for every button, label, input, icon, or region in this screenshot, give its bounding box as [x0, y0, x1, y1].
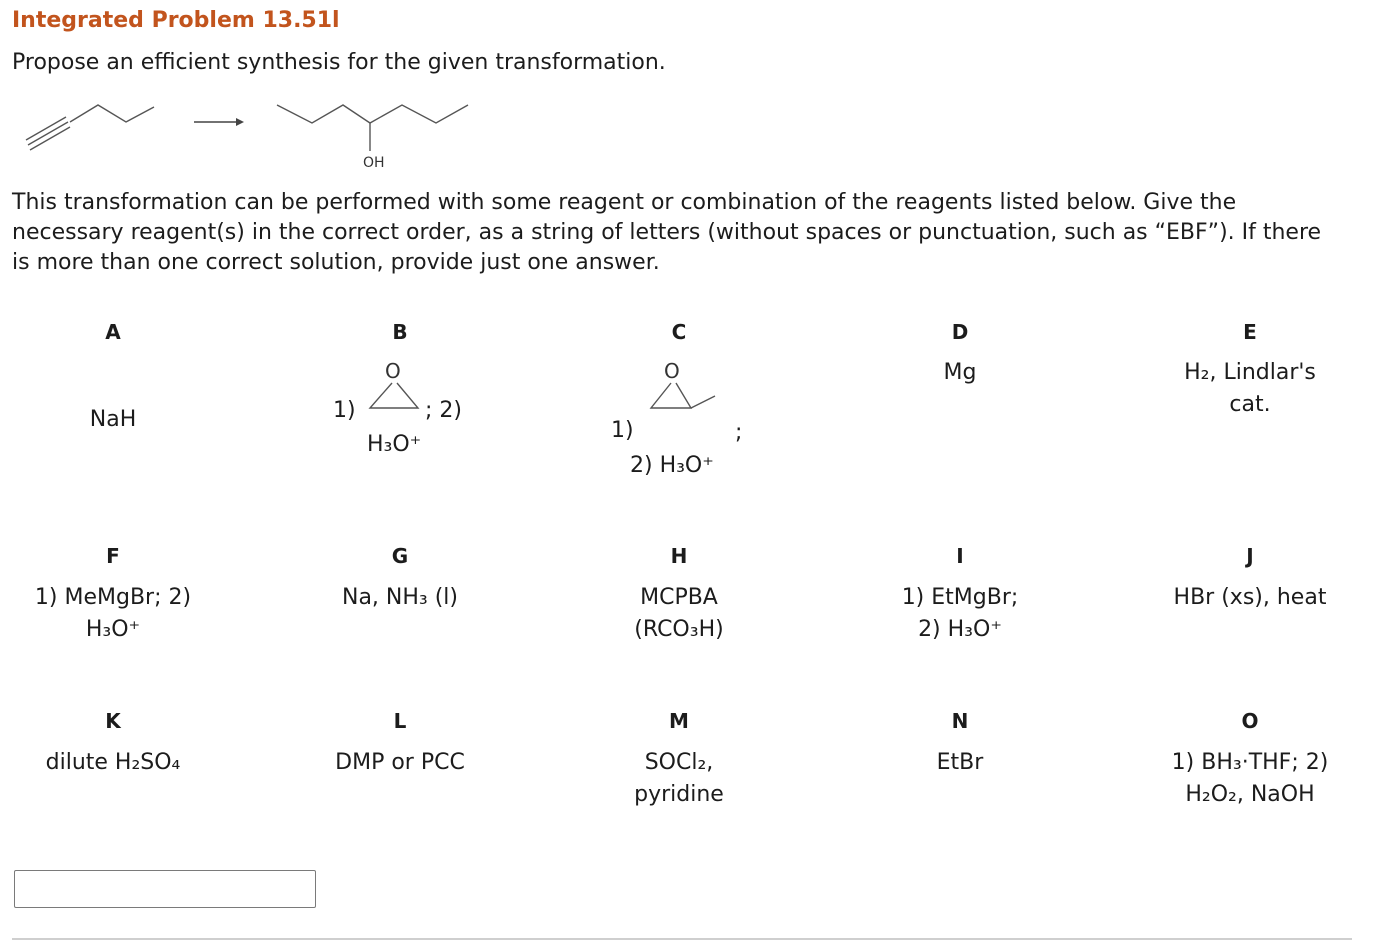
- reagent-c-pre: 1): [611, 418, 634, 443]
- reagent-j-text: HBr (xs), heat: [1173, 585, 1327, 610]
- reagent-letter-f: F: [106, 544, 120, 568]
- reagent-letter-j: J: [1246, 544, 1254, 568]
- reagent-l-text: DMP or PCC: [335, 750, 465, 775]
- reagent-letter-g: G: [391, 544, 409, 568]
- reaction-scheme: [0, 85, 500, 180]
- reagent-a-text: NaH: [89, 407, 137, 432]
- reagent-letter-o: O: [1241, 709, 1259, 733]
- reagent-d: [840, 357, 1080, 389]
- reagent-e-line1: H₂, Lindlar's: [1184, 360, 1316, 385]
- reagent-m-line2: pyridine: [634, 782, 724, 807]
- reagent-l: [280, 747, 520, 779]
- svg-text:O: O: [385, 359, 401, 383]
- reagent-letter-d: D: [951, 320, 969, 344]
- reagent-c-post: ;: [735, 420, 743, 445]
- reagent-k: [0, 747, 233, 779]
- reagent-letter-n: N: [951, 709, 969, 733]
- problem-prompt: Propose an efficient synthesis for the given transformation.: [12, 50, 666, 75]
- reagent-n-text: EtBr: [936, 750, 984, 775]
- reagent-letter-b: B: [392, 320, 408, 344]
- reagent-i-line2: 2) H₃O⁺: [918, 617, 1002, 642]
- reagent-b-line2: H₃O⁺: [367, 432, 422, 457]
- reagent-h: [559, 582, 799, 646]
- reagent-m-line1: SOCl₂,: [644, 750, 714, 775]
- problem-title: Integrated Problem 13.51l: [12, 8, 340, 33]
- reagent-b-pre: 1): [333, 398, 356, 423]
- reagent-n: [840, 747, 1080, 779]
- reagent-f-line1: 1) MeMgBr; 2): [34, 585, 192, 610]
- reagent-letter-h: H: [670, 544, 688, 568]
- reagent-f: [0, 582, 233, 646]
- answer-input[interactable]: [14, 870, 316, 908]
- instructions: This transformation can be performed with some reagent or combination of the reagents listed below. Give the necessary reagent(s) in the correct order, as a string of letters (without spaces or punctuation, such as “EBF”). If there is more than one correct solution, provide just one answer.: [12, 190, 1322, 275]
- reagent-letter-c: C: [671, 320, 687, 344]
- reagent-h-line2: (RCO₃H): [634, 617, 724, 642]
- reagent-a: [0, 404, 233, 436]
- reagent-e: [1130, 357, 1370, 421]
- reagent-k-text: dilute H₂SO₄: [45, 750, 181, 775]
- reagent-letter-m: M: [669, 709, 689, 733]
- reagent-d-text: Mg: [943, 360, 977, 385]
- reagent-b-post: ; 2): [425, 398, 462, 423]
- reagent-i: [840, 582, 1080, 646]
- reagent-m: [559, 747, 799, 811]
- reagent-letter-e: E: [1243, 320, 1257, 344]
- reagent-o: [1130, 747, 1370, 811]
- reagent-e-line2: cat.: [1229, 392, 1271, 417]
- reagent-letter-l: L: [393, 709, 407, 733]
- bottom-divider: [12, 938, 1352, 940]
- reagent-g: [280, 582, 520, 614]
- alkyne-reactant: [26, 105, 154, 150]
- svg-text:O: O: [664, 359, 680, 383]
- alcohol-product: [277, 105, 468, 151]
- reagent-letter-i: I: [956, 544, 964, 568]
- reaction-arrow-head: [236, 118, 244, 126]
- reagent-letter-k: K: [105, 709, 121, 733]
- methyl-epoxide-icon: [645, 358, 735, 416]
- reagent-j: [1130, 582, 1370, 614]
- reagent-f-line2: H₃O⁺: [85, 617, 141, 642]
- reagent-h-line1: MCPBA: [640, 585, 718, 610]
- reagent-o-line2: H₂O₂, NaOH: [1185, 782, 1315, 807]
- reagent-letter-a: A: [105, 320, 121, 344]
- epoxide-icon: [366, 358, 422, 416]
- reagent-o-line1: 1) BH₃·THF; 2): [1171, 750, 1329, 775]
- oh-label: OH: [363, 155, 385, 171]
- reagent-c-line2: 2) H₃O⁺: [630, 453, 714, 478]
- reagent-i-line1: 1) EtMgBr;: [901, 585, 1019, 610]
- reagent-g-text: Na, NH₃ (l): [341, 585, 458, 610]
